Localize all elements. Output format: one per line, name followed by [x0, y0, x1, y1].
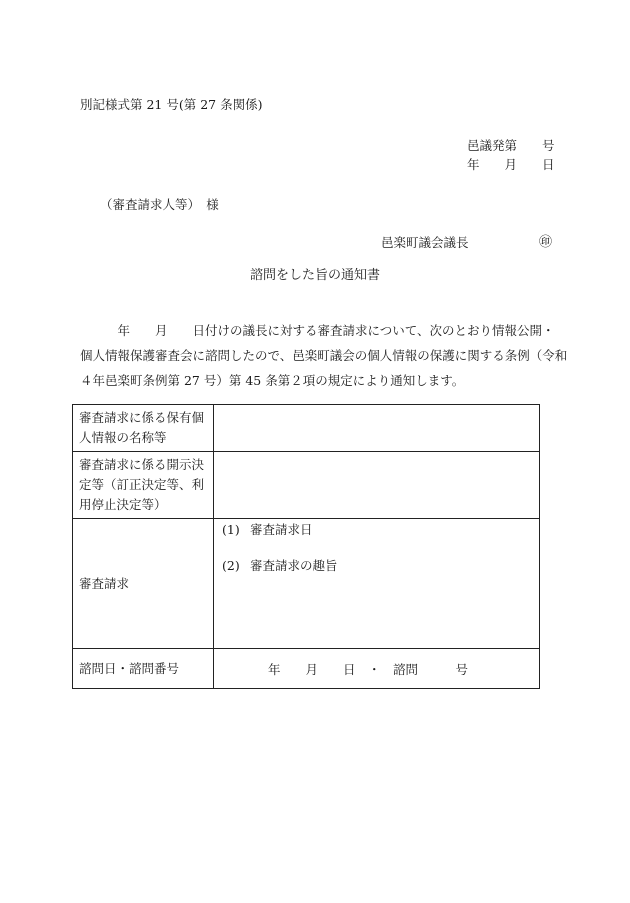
info-table — [72, 404, 540, 689]
body-line: 年 月 日付けの議長に対する審査請求について、次のとおり情報公開・ — [80, 323, 555, 338]
row-label: 審査請求に係る開示決定等（訂正決定等、利用停止決定等） — [73, 452, 214, 519]
table-row — [73, 519, 540, 649]
body-text — [80, 318, 568, 393]
body-line: ４年邑楽町条例第 27 号）第 45 条第２項の規定により通知します。 — [80, 373, 465, 388]
item-text: 審査請求日 — [250, 522, 313, 537]
row-value — [214, 405, 540, 452]
item-number: (1) — [222, 522, 240, 537]
request-item — [214, 558, 539, 574]
item-number: (2) — [222, 558, 240, 573]
item-text: 審査請求の趣旨 — [250, 558, 338, 573]
sender: 邑楽町議会議長 — [381, 235, 469, 250]
row-value — [214, 452, 540, 519]
row-value: 年 月 日 ・ 諮問 号 — [214, 649, 540, 689]
table-row — [73, 405, 540, 452]
document-title: 諮問をした旨の通知書 — [249, 268, 380, 283]
table-row — [73, 649, 540, 689]
table-row — [73, 452, 540, 519]
body-line: 個人情報保護審査会に諮問したので、邑楽町議会の個人情報の保護に関する条例（令和 — [80, 348, 568, 363]
row-label: 諮問日・諮問番号 — [73, 649, 214, 689]
row-value — [214, 519, 540, 649]
row-label: 審査請求 — [73, 519, 214, 649]
request-item — [214, 522, 539, 538]
row-label: 審査請求に係る保有個人情報の名称等 — [73, 405, 214, 452]
document-number: 邑議発第 号 — [467, 138, 555, 153]
seal-mark: ㊞ — [539, 235, 553, 250]
document-date: 年 月 日 — [467, 157, 555, 172]
form-label: 別記様式第 21 号(第 27 条関係) — [80, 97, 263, 112]
addressee: （審査請求人等） 様 — [100, 197, 219, 212]
